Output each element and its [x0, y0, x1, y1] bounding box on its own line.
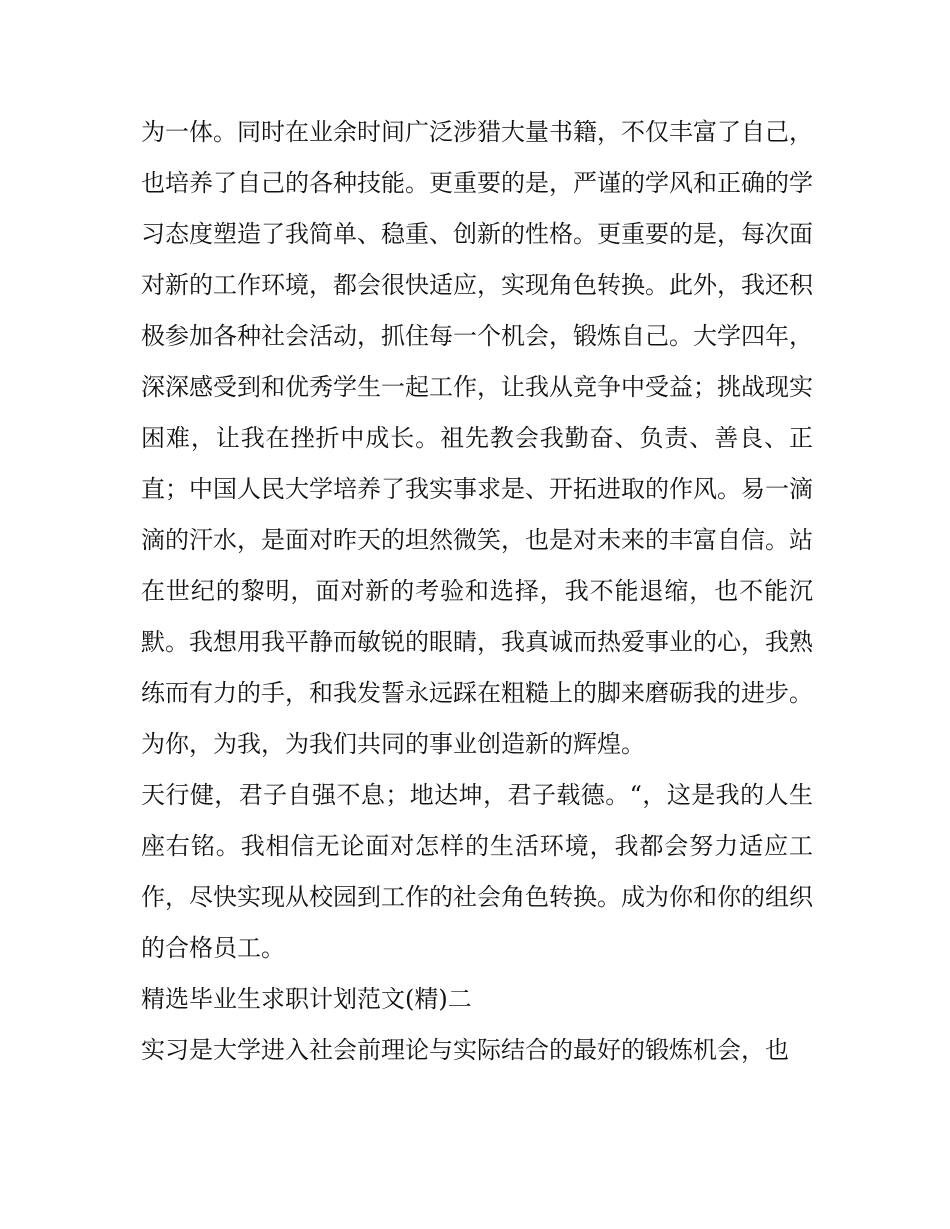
paragraph-self-development: 为一体。同时在业余时间广泛涉猎大量书籍，不仅丰富了自己，也培养了自己的各种技能。更重要的是，严谨的学风和正确的学习态度塑造了我简单、稳重、创新的性格。更重要的是，每次面对新的工作环境，都会很快适应，实现角色转换。此外，我还积极参加各种社会活动，抓住每一个机会，锻炼自己。大学四年，深深感受到和优秀学生一起工作，让我从竞争中受益；挑战现实困难，让我在挫折中成长。祖先教会我勤奋、负责、善良、正直；中国人民大学培养了我实事求是、开拓进取的作风。易一滴滴的汗水，是面对昨天的坦然微笑，也是对未来的丰富自信。站在世纪的黎明，面对新的考验和选择，我不能退缩，也不能沉默。我想用我平静而敏锐的眼睛，我真诚而热爱事业的心，我熟练而有力的手，和我发誓永远踩在粗糙上的脚来磨砺我的进步。为你，为我，为我们共同的事业创造新的辉煌。: [141, 118, 813, 758]
paragraph-motto: 天行健，君子自强不息；地达坤，君子载德。“，这是我的人生座右铭。我相信无论面对怎样的生活环境，我都会努力适应工作，尽快实现从校园到工作的社会角色转换。成为你和你的组织的合格员工。: [141, 781, 813, 962]
document-body: [141, 107, 813, 1076]
paragraph-internship-intro: 实习是大学进入社会前理论与实际结合的最好的锻炼机会，也: [141, 1036, 789, 1064]
section-heading: 精选毕业生求职计划范文(精)二: [141, 985, 472, 1013]
